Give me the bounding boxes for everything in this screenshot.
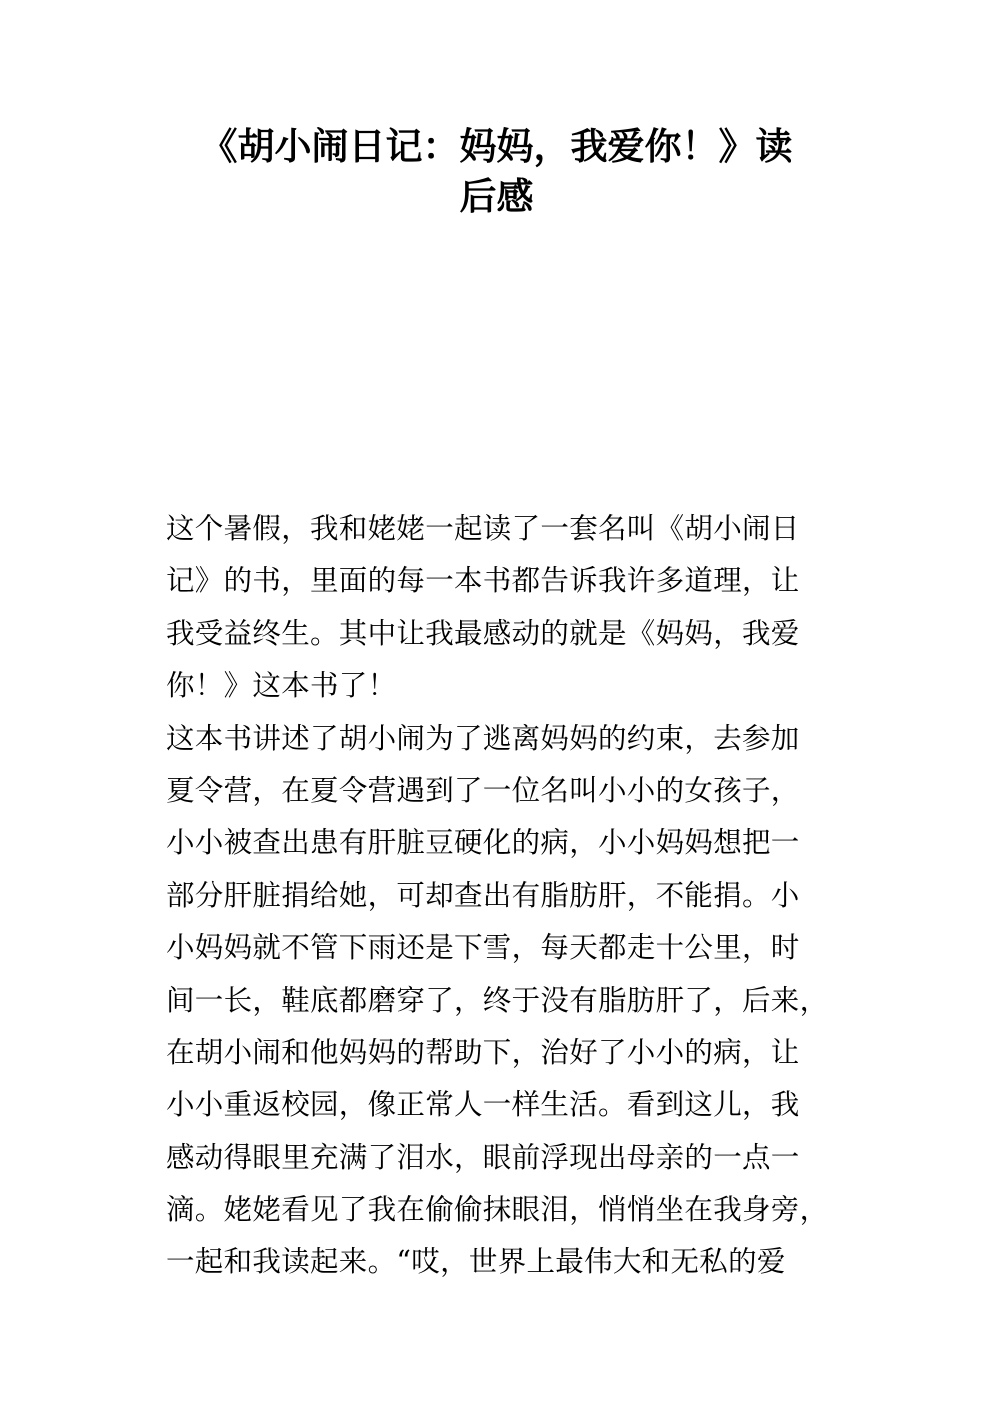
- body-line: 一起和我读起来。“哎，世界上最伟大和无私的爱: [166, 1245, 786, 1279]
- title-line-1: 《胡小闹日记：妈妈，我爱你！》读: [200, 125, 793, 168]
- body-line: 记》的书，里面的每一本书都告诉我许多道理，让: [166, 564, 800, 598]
- body-line: 这个暑假，我和姥姥一起读了一套名叫《胡小闹日: [166, 512, 800, 545]
- document-title: [160, 122, 833, 222]
- body-line: 小小重返校园，像正常人一样生活。看到这儿，我: [166, 1088, 800, 1122]
- body-line: 小小被查出患有肝脏豆硬化的病，小小妈妈想把一: [166, 826, 800, 860]
- body-line: 这本书讲述了胡小闹为了逃离妈妈的约束，去参加: [166, 721, 800, 755]
- body-line: 我受益终生。其中让我最感动的就是《妈妈，我爱: [166, 616, 800, 650]
- body-line: 感动得眼里充满了泪水，眼前浮现出母亲的一点一: [166, 1140, 800, 1174]
- body-line: 间一长，鞋底都磨穿了，终于没有脂肪肝了，后来，: [166, 983, 829, 1017]
- body-line: 部分肝脏捐给她，可却查出有脂肪肝，不能捐。小: [166, 878, 800, 912]
- body-line: 在胡小闹和他妈妈的帮助下，治好了小小的病，让: [166, 1035, 800, 1069]
- title-line-2: 后感: [459, 175, 534, 218]
- body-line: 夏令营，在夏令营遇到了一位名叫小小的女孩子，: [166, 773, 800, 807]
- body-line: 滴。姥姥看见了我在偷偷抹眼泪，悄悄坐在我身旁，: [166, 1193, 829, 1227]
- document-body: [166, 503, 846, 1289]
- body-line: 小妈妈就不管下雨还是下雪，每天都走十公里，时: [166, 931, 800, 965]
- body-line: 你！》这本书了！: [166, 669, 397, 703]
